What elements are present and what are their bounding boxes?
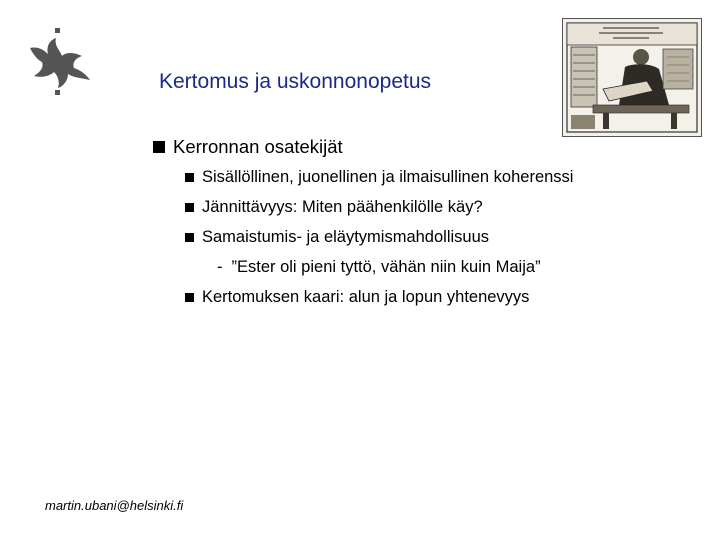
sub-bullet-text: ”Ester oli pieni tyttö, vähän niin kuin Maija”	[231, 258, 541, 276]
logo-square	[55, 28, 60, 33]
slide-title: Kertomus ja uskonnonopetus	[159, 70, 432, 93]
bullet-item-text: Kertomuksen kaari: alun ja lopun yhtenevyys	[202, 288, 530, 306]
square-bullet-icon	[185, 233, 194, 242]
bullet-item	[185, 288, 529, 307]
section-heading-text: Kerronnan osatekijät	[173, 136, 343, 157]
square-bullet-icon	[185, 203, 194, 212]
sub-bullet-item	[217, 258, 541, 277]
logo-flame	[30, 38, 90, 88]
dash-marker: -	[217, 258, 223, 276]
bullet-item	[185, 228, 489, 247]
woodcut-illustration	[562, 18, 702, 137]
square-bullet-icon	[153, 141, 165, 153]
bullet-item	[185, 168, 573, 187]
bullet-item-text: Samaistumis- ja eläytymismahdollisuus	[202, 228, 490, 246]
university-logo	[24, 26, 94, 98]
footer-email: martin.ubani@helsinki.fi	[45, 498, 184, 513]
logo-square	[55, 90, 60, 95]
bullet-item-text: Sisällöllinen, juonellinen ja ilmaisullinen koherenssi	[202, 168, 574, 186]
bullet-item	[185, 198, 483, 217]
section-heading	[153, 136, 343, 158]
bullet-item-text: Jännittävyys: Miten päähenkilölle käy?	[202, 198, 483, 216]
square-bullet-icon	[185, 293, 194, 302]
square-bullet-icon	[185, 173, 194, 182]
